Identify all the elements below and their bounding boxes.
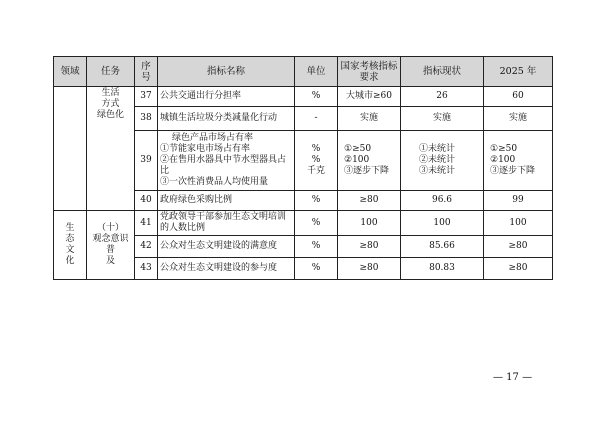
header-no: 序号 bbox=[135, 57, 158, 87]
table-row bbox=[54, 87, 553, 107]
header-name: 指标名称 bbox=[158, 57, 295, 87]
row-status: 85.66 bbox=[401, 236, 484, 258]
row-unit: % % 千克 bbox=[295, 131, 338, 191]
row-name: 公共交通出行分担率 bbox=[158, 87, 295, 107]
row-no: 40 bbox=[135, 191, 158, 211]
row-no: 38 bbox=[135, 107, 158, 131]
row-2025: 实施 bbox=[484, 107, 553, 131]
row-target: 大城市≥60 bbox=[338, 87, 401, 107]
header-domain: 领域 bbox=[54, 57, 87, 87]
row-unit: % bbox=[295, 87, 338, 107]
row-target: ≥80 bbox=[338, 191, 401, 211]
header-row bbox=[54, 57, 553, 87]
row-target: 实施 bbox=[338, 107, 401, 131]
life-domain-cell bbox=[54, 87, 87, 211]
row-unit: % bbox=[295, 236, 338, 258]
row-no: 39 bbox=[135, 131, 158, 191]
row-no: 41 bbox=[135, 211, 158, 236]
row-2025: ≥80 bbox=[484, 236, 553, 258]
row-unit: - bbox=[295, 107, 338, 131]
eco-task-cell: （十） 观念意识普 及 bbox=[87, 211, 135, 280]
row-status: 实施 bbox=[401, 107, 484, 131]
row-no: 43 bbox=[135, 258, 158, 280]
life-task-cell: 生活 方式 绿色化 bbox=[87, 87, 135, 211]
row-unit: % bbox=[295, 191, 338, 211]
header-task: 任务 bbox=[87, 57, 135, 87]
header-unit: 单位 bbox=[295, 57, 338, 87]
row-status: 80.83 bbox=[401, 258, 484, 280]
row-no: 42 bbox=[135, 236, 158, 258]
row-status: 100 bbox=[401, 211, 484, 236]
row-name: 公众对生态文明建设的满意度 bbox=[158, 236, 295, 258]
row-status: 96.6 bbox=[401, 191, 484, 211]
row-name: 公众对生态文明建设的参与度 bbox=[158, 258, 295, 280]
row-name: 城镇生活垃圾分类减量化行动 bbox=[158, 107, 295, 131]
row-2025: ①≥50 ②100 ③逐步下降 bbox=[484, 131, 553, 191]
eco-domain-cell: 生 态 文 化 bbox=[54, 211, 87, 280]
header-target: 国家考核指标要求 bbox=[338, 57, 401, 87]
row-name: 绿色产品市场占有率 ①节能家电市场占有率 ②在售用水器具中节水型器具占比 ③一次性消费品人均使用量 bbox=[158, 131, 295, 191]
row-target: 100 bbox=[338, 211, 401, 236]
row-2025: ≥80 bbox=[484, 258, 553, 280]
row-name: 党政领导干部参加生态文明培训的人数比例 bbox=[158, 211, 295, 236]
table-row bbox=[54, 211, 553, 236]
header-2025: 2025 年 bbox=[484, 57, 553, 87]
row-status: 26 bbox=[401, 87, 484, 107]
row-target: ①≥50 ②100 ③逐步下降 bbox=[338, 131, 401, 191]
row-name: 政府绿色采购比例 bbox=[158, 191, 295, 211]
header-status: 指标现状 bbox=[401, 57, 484, 87]
row-2025: 60 bbox=[484, 87, 553, 107]
row-status: ①未统计 ②未统计 ③未统计 bbox=[401, 131, 484, 191]
page-number: — 17 — bbox=[493, 372, 533, 383]
row-unit: % bbox=[295, 211, 338, 236]
row-2025: 99 bbox=[484, 191, 553, 211]
row-target: ≥80 bbox=[338, 258, 401, 280]
row-unit: % bbox=[295, 258, 338, 280]
row-target: ≥80 bbox=[338, 236, 401, 258]
indicator-table bbox=[53, 56, 553, 280]
row-no: 37 bbox=[135, 87, 158, 107]
row-2025: 100 bbox=[484, 211, 553, 236]
